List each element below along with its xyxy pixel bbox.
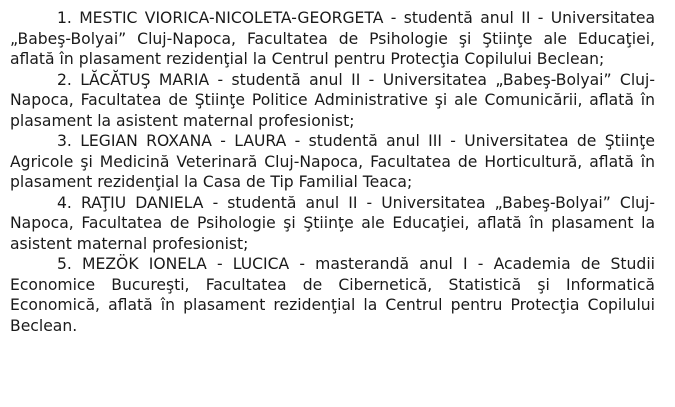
list-item: 1. MESTIC VIORICA-NICOLETA-GEORGETA - studentă anul II - Universitatea „Babeş-Bolyai” Cluj-Napoca, Facultatea de Psihologie şi Ştiinţe ale Educaţiei, aflată în plasament rezidenţial la Centrul pentru Protecţia Copilului Beclean; [10,9,655,68]
list-item: 2. LĂCĂTUŞ MARIA - studentă anul II - Universitatea „Babeş-Bolyai” Cluj-Napoca, Facultatea de Ştiinţe Politice Administrative şi ale Comunicării, aflată în plasament la asistent maternal profesionist; [10,70,655,130]
list-item: 4. RAŢIU DANIELA - studentă anul II - Universitatea „Babeş-Bolyai” Cluj-Napoca, Facultatea de Psihologie şi Ştiinţe ale Educaţiei, aflată în plasament la asistent maternal profesionist; [10,193,655,253]
list-item: 3. LEGIAN ROXANA - LAURA - studentă anul III - Universitatea de Ştiinţe Agricole şi Medicină Veterinară Cluj-Napoca, Facultatea de Horticultură, aflată în plasament rezidenţial la Casa de Tip Familial Teaca; [10,132,655,191]
list-item: 5. MEZÖK IONELA - LUCICA - masterandă anul I - Academia de Studii Economice Bucureşti, Facultatea de Cibernetică, Statistică şi Informatică Economică, aflată în plasament rezidenţial la Centrul pentru Protecţia Copilului Beclean. [10,255,655,335]
